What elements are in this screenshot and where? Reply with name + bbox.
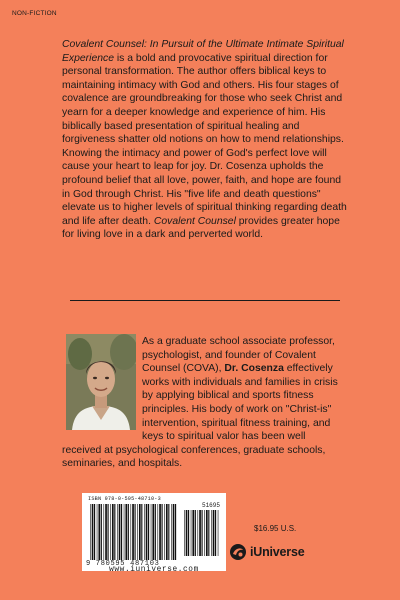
barcode-bar [97,504,98,560]
author-name: Dr. Cosenza [224,363,284,375]
barcode-bar [155,504,156,560]
description-text: is a bold and provocative spiritual direction for personal transformation. The author offers biblical keys to maintaining intimacy with God and others. His four stages of covalence are groundbreaking for those who seek Christ and yearn for a deeper knowledge and experience of him. His biblically based presentation of spiritual healing and forgiveness shatter old notions on how to mend relationships. Knowing the intimacy and power of God's perfect love will cause your heart to leap for joy. Dr. Cosenza upholds the profound belief that all love, power, faith, and hope are found in God through Christ. His "five life and death questions" elevate us to higher levels of spiritual thinking regarding death and life after death. [62,52,347,227]
barcode-bar [125,504,127,560]
barcode-bar [135,504,136,560]
barcode-bar [198,510,199,556]
barcode-bar [211,510,212,556]
barcode-bar [114,504,115,560]
barcode-bar [171,504,172,560]
barcode-bar [158,504,159,560]
bio-text-end: effectively works with individuals and families in crisis by applying biblical and sports fitness principles. His body of work on "Christ-is" intervention, spiritual fitness training, and keys to spiritual valor has been well received at psychological conferences, graduate schools, seminaries, and hospitals. [62,363,338,470]
barcode-bar [119,504,121,560]
photo-spacer [62,335,142,433]
author-bio [62,335,347,471]
barcode-bar [146,504,148,560]
barcode-bar [137,504,138,560]
barcode-bar [202,510,203,556]
price-code: 51695 [201,502,220,509]
barcode-bar [105,504,107,560]
barcode-bar [162,504,163,560]
barcode-bar [213,510,215,556]
barcode-bar [208,510,209,556]
barcode-bar [104,504,105,560]
barcode-bar [128,504,129,560]
barcode-bar [164,504,165,560]
barcode-bar [199,510,201,556]
barcode-bar [141,504,142,560]
barcode-bar [168,504,169,560]
barcode-bar [215,510,216,556]
barcode-bar [98,504,100,560]
publisher-logo [229,541,304,563]
price-label: $16.95 U.S. [254,524,297,533]
description-text-end: provides greater hope for living love in a dark and perverted world. [62,215,340,241]
barcode-bar [132,504,134,560]
barcode-bar [175,504,176,560]
barcode-bar [148,504,149,560]
barcode-bar [186,510,188,556]
book-title-short-italic: Covalent Counsel [153,215,236,227]
barcode-digits: 9 780595 487103 [86,560,160,568]
barcode-bar [112,504,114,560]
isbn-label: ISBN 978-0-595-48710-3 [88,496,161,502]
publisher-name: iUniverse [250,545,305,559]
barcode-bar [92,504,94,560]
iuniverse-swirl-icon [229,543,247,561]
barcode-bar [124,504,125,560]
barcode-bar [204,510,205,556]
barcode-bar [121,504,122,560]
barcode-bar [131,504,132,560]
barcode-bar [144,504,145,560]
barcode-bar [152,504,154,560]
barcode-bar [151,504,152,560]
barcode-bar [159,504,161,560]
divider-line [70,300,340,301]
genre-label: NON-FICTION [12,10,57,17]
barcode-bar [108,504,109,560]
book-description [62,38,347,242]
barcode-bar [218,510,219,556]
barcode-bar [195,510,196,556]
barcode-bar [101,504,102,560]
barcode-bar [206,510,208,556]
barcode-panel [82,493,226,571]
book-title-italic: Covalent Counsel: In Pursuit of the Ultimate Intimate Spiritual Experience [62,39,344,64]
barcode-bar [184,510,185,556]
barcode-bar [94,504,95,560]
bio-text: As a graduate school associate professor, psychologist, and founder of Covalent Counsel (COVA), [142,336,335,375]
barcode-bar [110,504,111,560]
barcode-bar [166,504,168,560]
barcode-bar [173,504,175,560]
barcode-bar [192,510,194,556]
barcode-bar [117,504,118,560]
barcode-bar [139,504,141,560]
barcode-bar [191,510,192,556]
publisher-website: www.iuniverse.com [109,566,199,574]
barcode-bar [90,504,91,560]
barcode-bar [188,510,189,556]
